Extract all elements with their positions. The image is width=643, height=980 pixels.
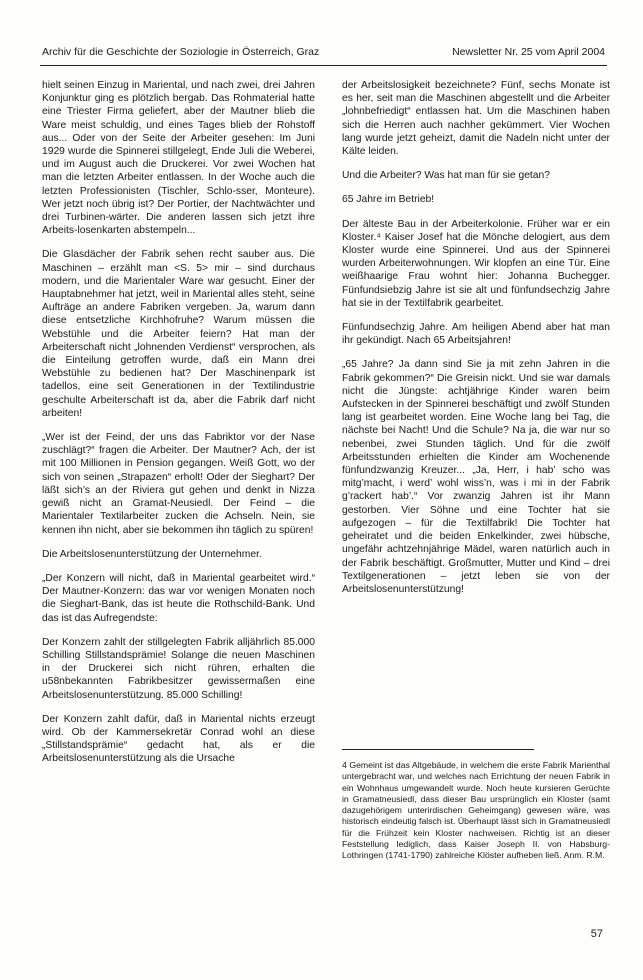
paragraph: Die Glasdächer der Fabrik sehen recht sauber aus. Die Maschinen – erzählt man <S. 5> mir – sind durchaus modern, und die Marientaler Ware war gesucht. Einer der Hauptabnehmer hat jetzt, weil in Mariental alles steht, seine Aufträge an andere Fabriken vergeben. Ja, warum dann diese entsetzliche Kirchhofruhe? Warum müssen die Webstühle und die Arbeiter feiern? Hat man der Arbeiterschaft nicht „lohnenden Verdienst“ versprochen, als die Einteilung getroffen wurde, daß ein Mann drei Webstühle zu bedienen hat? Der Maschinenpark ist tadellos, eine seit Generationen in der Textilindustrie geschulte Arbeiterschaft ist da, aber die Fabrik darf nicht arbeiten! bbox=[42, 249, 315, 419]
page-number: 57 bbox=[590, 928, 603, 940]
header-rule bbox=[40, 65, 607, 66]
paragraph: Der Konzern zahlt dafür, daß in Mariental nichts erzeugt wird. Ob der Kammersekretär Conrad wohl an diese „Stillstandsprämie“ gedacht hat, als er die Arbeitslosenunterstützung als die Ursache bbox=[42, 713, 315, 765]
running-header-issue: Newsletter Nr. 25 vom April 2004 bbox=[452, 46, 605, 58]
right-column bbox=[342, 79, 610, 607]
paragraph: „65 Jahre? Ja dann sind Sie ja mit zehn Jahren in die Fabrik gekommen?“ Die Greisin nickt. Und sie war damals nicht die Jüngste: achtjährige Kinder waren beim Aufstecken in der Spinnerei beschäftigt und zwölf Stunden lang ist gearbeitet worden. Eine Woche lang bei Tag, die nächste bei Nacht! Und die Schule? Na ja, die war nur so nebenbei, zwei Stunden täglich. Und für die zwölf Arbeitsstunden erhielten die Kinder am Wochenende fünfundzwanzig Kreuzer... „Ja, Herr, i hab’ scho was mitg’macht, i werd’ wohl wiss’n, was i mi in der Fabrik g’rackert hab’.“ Vor zwanzig Jahren ist ihr Mann gestorben. Vier Söhne und eine Tochter hat sie aufgezogen – für die Textilfabrik! Die Tochter hat geheiratet und die beiden Enkelkinder, zwei hübsche, ungefähr achtzehnjährige Mädel, waren natürlich auch in der Fabrik beschäftigt. Großmutter, Mutter und Kind – drei Textilgenerationen – jetzt leben sie von der Arbeitslosenunterstützung! bbox=[342, 359, 610, 595]
paragraph: Der Konzern zahlt der stillgelegten Fabrik alljährlich 85.000 Schilling Stillstandsprämie! Solange die neuen Maschinen in der Druckerei sich nicht rühren, erhalten die u58nbekannten Fabrikbesitzer gewissermaßen eine Arbeitslosenunterstützung. 85.000 Schilling! bbox=[42, 636, 315, 701]
footnote-rule bbox=[342, 749, 534, 750]
left-column bbox=[42, 79, 315, 777]
paragraph: 65 Jahre im Betrieb! bbox=[342, 194, 435, 206]
paragraph: Der älteste Bau in der Arbeiterkolonie. Früher war er ein Kloster.⁴ Kaiser Josef hat die Mönche delogiert, aus dem Kloster wurde eine Spinnerei. Und aus der Spinnerei wurden Arbeiterwohnungen. Wir klopfen an eine Tür. Eine weißhaarige Frau wohnt hier: Johanna Buchegger. Fünfundsiebzig Jahre ist sie alt und fünfundsechzig Jahre hat sie in der Textilfabrik gearbeitet. bbox=[342, 218, 610, 309]
paragraph: „Der Konzern will nicht, daß in Mariental gearbeitet wird.“ Der Mautner-Konzern: das war vor wenigen Monaten noch die Sieghart-Bank, das ist heute die Rothschild-Bank. Und das ist das Aufregendste: bbox=[42, 572, 315, 624]
paragraph: Die Arbeitslosenunterstützung der Unternehmer. bbox=[42, 548, 262, 560]
paragraph: Fünfundsechzig Jahre. Am heiligen Abend aber hat man ihr gekündigt. Nach 65 Arbeitsjahren! bbox=[342, 322, 610, 347]
paragraph: hielt seinen Einzug in Mariental, und nach zwei, drei Jahren Konjunktur ging es plötzlich bergab. Das Rohmaterial hatte eine Triester Firma geliefert, aber der Mautner blieb die Ware meist schuldig, und eines Tages blieb der Rohstoff aus... Oder von der Seite der Arbeiter gesehen: Im Juni 1929 wurde die Spinnerei stillgelegt, Ende Juli die Weberei, und im August auch die Druckerei. Vor zwei Wochen hat man die letzten Arbeiter entlassen. In der Woche auch die letzten Professionisten (Tischler, Schlo-sser, Monteure). Wer jetzt noch übrig ist? Der Portier, der Nachtwächter und drei Turbinen-wärter. Die anderen lassen sich jetzt ihre Arbeits-losenkarten abstempeln... bbox=[42, 80, 315, 237]
paragraph: Und die Arbeiter? Was hat man für sie getan? bbox=[342, 170, 550, 182]
running-header-title: Archiv für die Geschichte der Soziologie in Österreich, Graz bbox=[42, 46, 320, 58]
paragraph: der Arbeitslosigkeit bezeichnete? Fünf, sechs Monate ist es her, seit man die Maschinen abgestellt und die Arbeiter „lohnbefriedigt“ entlassen hat. Um die Maschinen haben sich die Herren auch nachher gekümmert. Vier Wochen lang wurde jetzt geheizt, damit die Nadeln nicht unter der Kälte leiden. bbox=[342, 80, 610, 158]
paragraph: „Wer ist der Feind, der uns das Fabriktor vor der Nase zuschlägt?“ fragen die Arbeiter. Der Mautner? Ach, der ist mit 100 Millionen in Pension gegangen. Weiß Gott, wo der sich von seinen „Strapazen“ erholt! Oder der Sieghart? Der läßt sich’s an der Riviera gut gehen und denkt in Nizza gewiß nicht an Gramat-Neusiedl. Der Feind – die Marientaler Textilarbeiter zucken die Achseln. Nein, sie kennen ihn nicht, aber sie bekommen ihn täglich zu spüren! bbox=[42, 432, 315, 536]
footnote: 4 Gemeint ist das Altgebäude, in welchem die erste Fabrik Marienthal untergebracht war, und welches nach Errichtung der neuen Fabrik in ein Wohnhaus umgewandelt wurde. Noch heute kursieren Gerüchte in Gramatneusiedl, dass dieser Bau ursprünglich ein Kloster (samt dazugehörigem unterirdischen Geheimgang) gewesen wäre, was historisch eindeutig falsch ist. Überhaupt lässt sich in Gramatneusiedl für die Frühzeit kein Kloster nachweisen. Richtig ist an dieser Feststellung lediglich, dass Kaiser Joseph II. von Habsburg-Lothringen (1741-1790) zahlreiche Klöster aufheben ließ. Anm. R.M. bbox=[342, 760, 610, 861]
